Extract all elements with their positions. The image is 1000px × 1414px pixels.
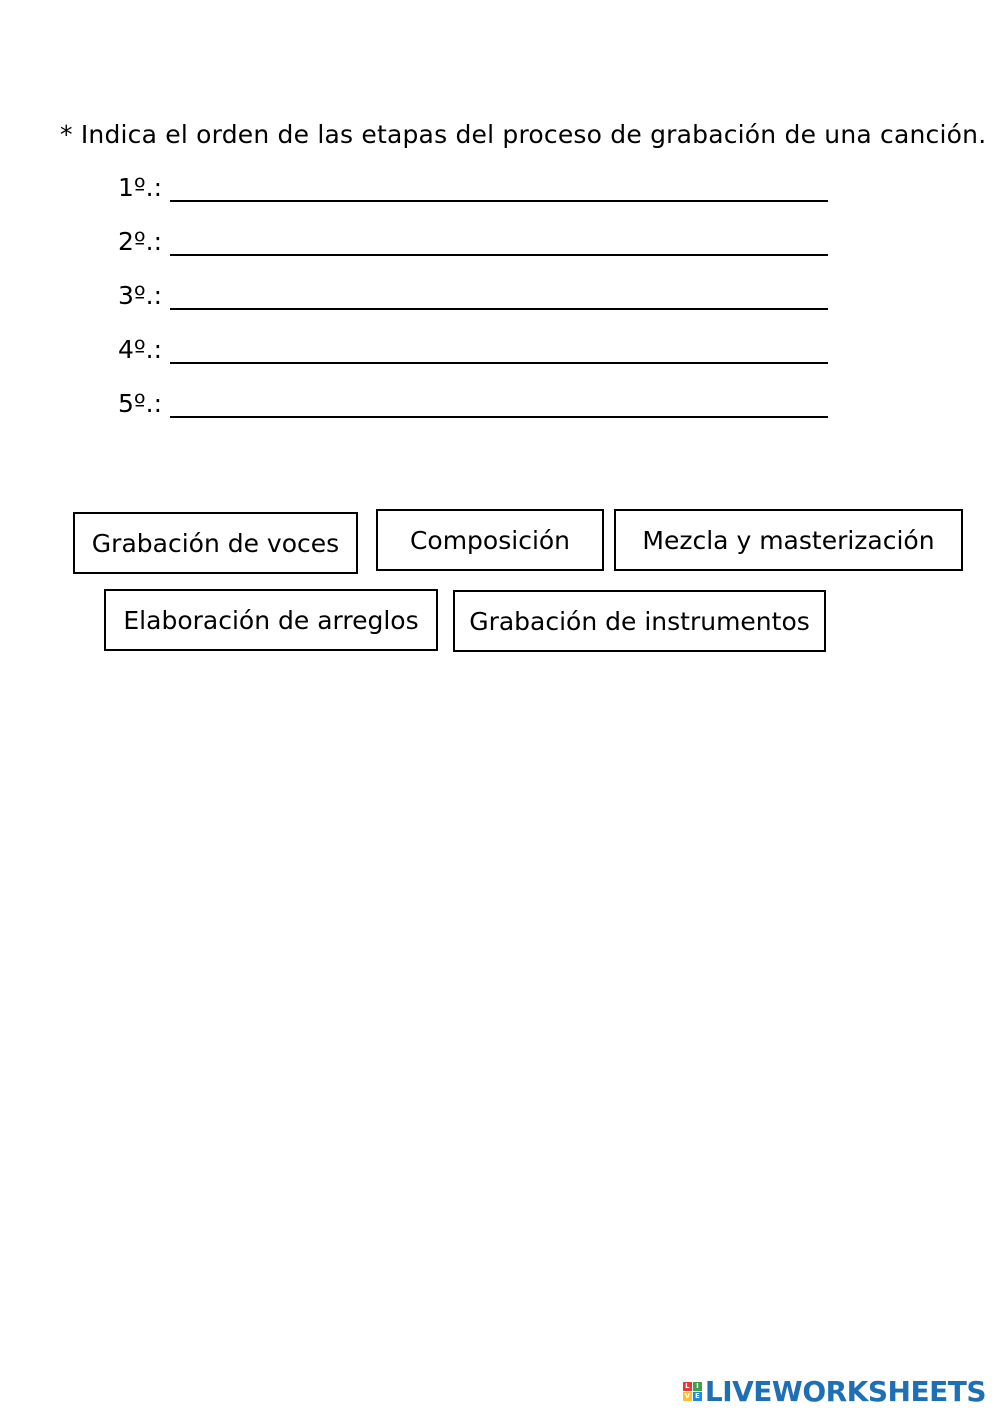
answer-line xyxy=(170,308,828,310)
option-chip-grabacion-voces[interactable]: Grabación de voces xyxy=(73,512,358,574)
answer-label: 1º.: xyxy=(118,173,163,202)
instruction-text: * Indica el orden de las etapas del proceso de grabación de una canción. xyxy=(60,120,987,149)
option-chip-composicion[interactable]: Composición xyxy=(376,509,604,571)
option-chip-elaboracion-arreglos[interactable]: Elaboración de arreglos xyxy=(104,589,438,651)
answer-label: 2º.: xyxy=(118,227,163,256)
answer-row-1 xyxy=(118,168,838,208)
liveworksheets-logo xyxy=(683,1375,986,1408)
answer-input-3[interactable] xyxy=(170,275,832,307)
answer-row-5 xyxy=(118,384,838,424)
answer-row-2 xyxy=(118,222,838,262)
answer-label: 4º.: xyxy=(118,335,163,364)
option-chip-mezcla-masterizacion[interactable]: Mezcla y masterización xyxy=(614,509,963,571)
option-chip-grabacion-instrumentos[interactable]: Grabación de instrumentos xyxy=(453,590,826,652)
answer-input-4[interactable] xyxy=(170,329,832,361)
answer-label: 3º.: xyxy=(118,281,163,310)
liveworksheets-logo-icon: L I V E xyxy=(683,1382,702,1401)
answer-label: 5º.: xyxy=(118,389,163,418)
answer-line xyxy=(170,362,828,364)
answer-input-5[interactable] xyxy=(170,383,832,415)
answer-row-4 xyxy=(118,330,838,370)
answer-row-3 xyxy=(118,276,838,316)
answer-input-1[interactable] xyxy=(170,167,832,199)
answer-line xyxy=(170,200,828,202)
answer-line xyxy=(170,416,828,418)
answer-line xyxy=(170,254,828,256)
answer-input-2[interactable] xyxy=(170,221,832,253)
brand-text: LIVEWORKSHEETS xyxy=(704,1375,986,1408)
